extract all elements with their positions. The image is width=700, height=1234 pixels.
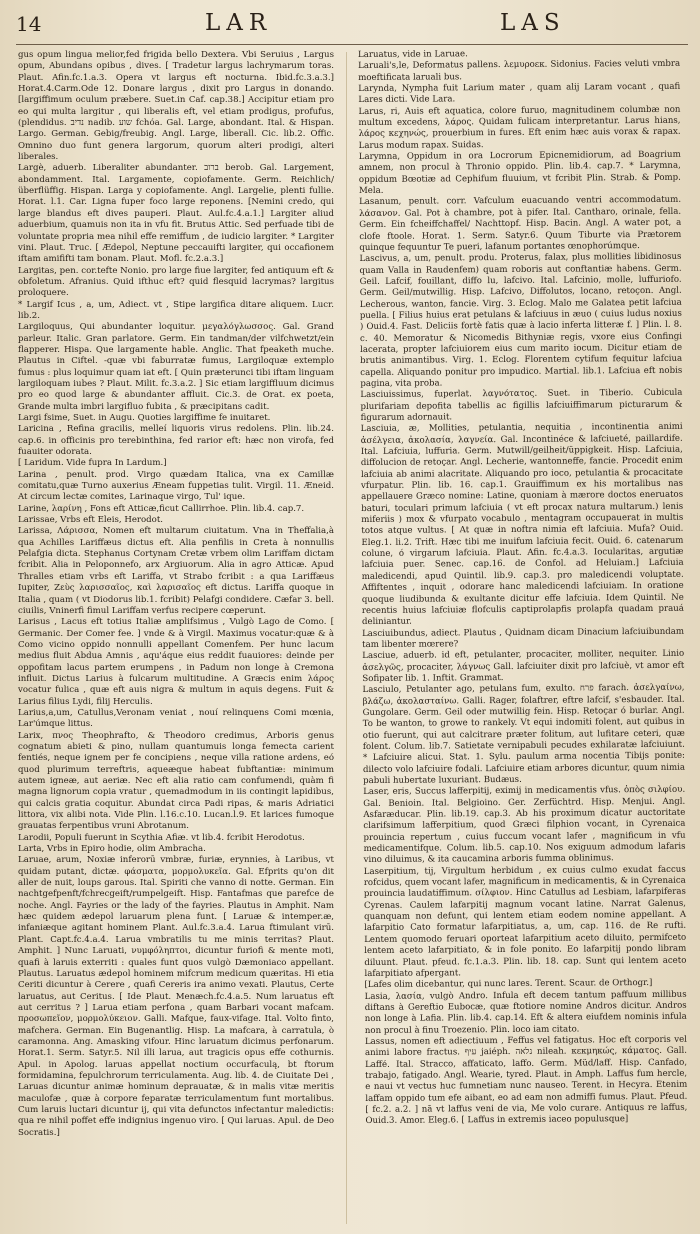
dictionary-entry: Lasciuissimus, fuperlat. λαγνότατος. Suet. in Tiberio. Cubicula plurifariam depofita tabellis ac figillis lafciuiffimarum picturarum & figurarum adornauit. (360, 388, 683, 423)
dictionary-entry: Laricina , Refina gracilis, melleí liquoris virus redolens. Plin. lib.24. cap.6. in officinis pro terebinthina, fed rarior eft: hæc non virofa, fed fuauiter odorata. (18, 424, 334, 458)
dictionary-entry: Largi fsime, Suet. in Augu. Quoties largiffime fe inuitaret. (18, 413, 271, 423)
dictionary-entry: [Lafes olim dicebantur, qui nunc lares. Terent. Scaur. de Orthogr.] (364, 978, 653, 991)
dictionary-entry: Largitas, pen. cor.tefte Nonio. pro large fiue largiter, fed antiquum eft & obfoletum. Afranius. Quid ifthuc eft? quid flesquid lacrymas? largitus proloquere. (18, 265, 334, 299)
dictionary-entry: * Largif Icus , a, um, Adiect. vt , Stipe largifica ditare aliquem. Lucr. lib.2. (18, 299, 334, 321)
dictionary-entry: Larissa, Λάρισσα, Nomen eft multarum ciuitatum. Vna in Theffalia,à qua Achilles Lariffæus dictus eft. Alia penfilis in Creta à nonnullis Pelafgia dicta. Stephanus Cortynam Cretæ vrbem olim Lariffam dictam fcribit. Alia in Peloponnefo, arx Argiuorum. Alia in agro Atticæ. Apud Thralles etiam vrbs eft Lariffa, vt Strabo fcribit : a qua Lariffæus Iupiter, Ζεὺς λαρισσαῖος, καὶ λαρισαῖος eft dictus. Lariffa quoque in Italia , quam ( vt Diodorus lib.1. fcribit) Pelafgi condidere. Cæfar 3. bell. ciuilis, Vninerfi fimul Lariffam verfus recipere cœperunt. (18, 526, 334, 616)
dictionary-entry: Lasanum, penult. corr. Vafculum euacuando ventri accommodatum. λάσανον. Gal. Pot à chambre, pot à pifer. Ital. Cantharo, orinale, fella. Germ. Ein fcheiffchaffel/ Nachttopf. Hisp. Bacin. Angl. A water pot, a clofe ftoole. Horat. 1. Serm. Satyr.6. Quum Tiburte via Prætorem quinque fequuntur Te pueri, lafanum portantes œnophorúmque. (359, 195, 682, 253)
column-gutter (346, 52, 347, 1224)
dictionary-entry: Lasciulo, Petulanter ago, petulans fum, exulto. פרח farach. ἀσελγαίνω, βλάζω, ἀκολασταίνω. Galli. Rager, folaftrer, eftre lafcif, s'esbauder. Ital. Gungolare. Germ. Geil oder mutwillig fein. Hisp. Retoçar ó burlar. Angl. To be wanton, to growe to rankely. Vt equi indomiti folent, aut quibus in otio fuerunt, qui aut calcitrare præter folitum, aut lufitare ceteri, quæ folent. Colum. lib.7. Satietate vernipabuli pecudes exhilaratæ lafciuiunt. * Lafciuire alicui. Stat. 1. Sylu. paulum arma nocentia Tibijs ponite: dilecto volo lafciuire fodali. Lafciuire etiam arbores dicuntur, quum nimia pabuli hubertate luxuriant. Budæus. (362, 682, 686, 786)
dictionary-entry: Larymna, Oppidum in ora Locrorum Epicnemidiorum, ad Boagrium amnem, non procul à Thronio oppido. Plin. lib.4. cap.7. * Larymna, oppidum Bœotiæ ad Cephifum fluuium, vt fcribit Plin. Strab. & Pomp. Mela. (358, 149, 681, 197)
dictionary-entry: Lasciue, aduerb. id eft, petulanter, procaciter, molliter, nequiter. Linio ἀσελγῶς, procaciter, λάγνως Gall. lafciuiter dixit pro lafciuè, vt amor eft Sofipater lib. 1. Inftit. Grammat. (362, 648, 685, 684)
dictionary-entry: Lasciuia, æ, Mollities, petulantia, nequitia , incontinentia animi ἀσέλγεια, ἀκολασία, λαγνεία. Gal. Incontinéce & lafciueté, paillardife. Ital. Lafciuia, luffuria. Germ. Mutwill/geilheit/üppigkeit. Hisp. Lafciuia, diffolucion de retoçar. Angl. Lecherie, wantonneffe, fancie. Procedit enim lafciuia ab animi alacritate. Aliquando pro ioco, petulantia & procacitate vfurpatur. Plin. lib. 16. cap.1. Grauiffimum ex his mortalibus nas appellauere Græco nomine: Latine, quoniam à mærore doctos eneruatos baturi, toculari primum lafciuia ( vt eft procax natura multarum.) lenis miferiis ) mox & vfurpato vocabulo , mentagram occupauerat in multis totos atque vultus. [ At quæ in noftra nimia eft lafciuia. Mufa? Ouid. Eleg.1. li.2. Trift. Hæc tibi me inuifum lafciuia fecit. Ouid. 6. catenarum colune, ó virgarum lafciuia. Plaut. Afin. fc.4.a.3. Iocularitas, argutiæ lafciuia puer. Senec. cap.16. de Confol. ad Heluiam.] Lafciuia maledicendi, apud Quintil. lib.9. cap.3. pro maledicendi voluptate. Affiftentes , inquit , odorare hanc maledicendi lafciuiam. In oratione quoque liudibunda & exultante dicitur effe lafciuia. Idem Quintil. Ne recentis huius lafciuiæ flofculis captiprolapfis prolapfa quadam prauá deliniantur. (360, 422, 684, 628)
dictionary-entry: Larus, ri, Auis eft aquatica, colore furuo, magnitudinem columbæ non multum excedens, λάρος. Quidam fulicam interpretantur. Larus hians, λάρος κεχηνώς, prouerbium in fures. Eft enim hæc auis vorax & rapax. Larus modum rapax. Suidas. (358, 104, 681, 151)
running-head-right: LAS (500, 10, 566, 36)
dictionary-entry: Laruali's,le, Deformatus pallens. λεμυροεκ. Sidonius. Facies veluti vmbra moeftificata laruali bus. (358, 59, 681, 83)
dictionary-entry: Largè, aduerb. Liberaliter abundanter. ברוב berob. Gal. Largement, abondamment. Ital. Largamente, copiofamente. Germ. Reichlich/überflüffig. Hispan. Larga y copiofamente. Angl. Largelie, plenti fullie. Horat. l.1. Car. Ligna fuper foco large reponens. [Nemini credo, qui large blandus eft dives pauperi. Plaut. Aul.fc.4.a.1.] Largiter aliud aduerbium, quamuis non ita in vfu fit. Brutus Attic. Sed perfuade tibi de voluntate propria mea nihil effe remiffum , de iudicio largiter. * Largiter vini. Plaut. Truc. [ Ædepol, Neptune peccauifti largiter, qui occafionem iftam amififti tam bonam. Plaut. Mofl. fc.2.a.3.] (18, 163, 334, 265)
running-head-left: LAR (205, 10, 273, 36)
dictionary-entry: Larissae, Vrbs eft Eleis, Herodot. (18, 515, 164, 526)
dictionary-entry: Lassus, nomen eft adiectiuum , Feffus vel fatigatus. Hoc eft corporis vel animi labore fractus. עיף jaiéph. נלאה nileah. κεκμηκώς, κάματος. Gall. Laffé. Ital. Stracco, affaticato, laffo. Germ. Müd/laff. Hisp. Canfado, trabajo, fatigado. Angl. Wearie, tyred. Plaut. in Amph. Laffus fum hercle, e naui vt vectus huc fumnetiam nunc nauseo. Terent. in Hecyra. Etenim laffam oppido tum efe aibant, eo ad eam non admiffi fumus. Plaut. Pfeud. [ fc.2. a.2. ] nā vt laffus veni de via, Me volo curare. Antiquus re laffus, Ouid.3. Amor. Eleg.6. [ Laffus in extremis iaceo populusque] (364, 1034, 688, 1127)
page-number: 14 (16, 12, 42, 36)
dictionary-entry: Lasciuibundus, adiect. Plautus , Quidnam dicam Dinacium lafciuibundam tam libenter mœrere? (362, 626, 685, 650)
page-header (0, 10, 700, 44)
dictionary-entry: gus opum lingua melior,fed frigida bello Dextera. Vbi Seruius , Largus opum, Abundans opibus , dives. [ Tradetur largus lachrymarum toras. Plaut. Afin.fc.1.a.3. Opera vt largus eft nocturna. Ibid.fc.3.a.3.] Horat.4.Carm.Ode 12. Donare largus , dixit pro Largus in donando. [largiffimum oculum præbere. Suet.in Caf. cap.38.] Accipitur etiam pro eo qui multa largitur , qui liberalis eft, vel etiam prodigus, profufus,(plendidus. נדיב nadib. שוע fchóa. Gal. Large, abondant. Ital. & Hispan. Largo. German. Gebig/freubig. Angl. Large, liberall. Cic. lib.2. Offic. Omnino duo funt genera largorum, quorum alteri prodigi, alteri liberales. (18, 50, 334, 163)
dictionary-entry: Larynda, Nympha fuit Larium mater , quam alij Laram vocant , quafi Lares dicti. Vide Lara. (358, 81, 681, 106)
dictionary-entry: Largiloquus, Qui abundanter loquitur. μεγαλόγλωσσος. Gal. Grand parleur. Italic. Gran parlatore. Germ. Ein tandman/der vilfchwetzt/ein flapperer. Hispa. Que largamente hable. Anglic. That fpeaketh muche. Plautus in Ciftel. -quæ vbi faburratæ fumus, Largiloquæ extemplo fumus : plus loquimur quam iat eft. [ Quin præterunci tibi iftam linguam largiloquam iubes ? Plaut. Milit. fc.3.a.2. ] Sic etiam largiffluum dicimus pro eo quod large & abundanter affluit. Cic.3. de Orat. ex poeta, Grande multa imbri largifluo fubita , & præcipitans cadit. (18, 322, 334, 412)
dictionary-entry: Larodii, Populi fuerunt in Scythia Afiæ. vt lib.4. fcribit Herodotus. (18, 832, 305, 843)
dictionary-entry: Larta, Vrbs in Epiro hodie, olim Ambracha. (18, 844, 206, 855)
dictionary-entry: Laruae, arum, Noxiæ inferorū vmbræ, furiæ, erynnies, à Laribus, vt quidam putant, dictæ. φάσματα, μορμολυκεῖα. Gal. Efprits qu'on dit aller de nuit, loups garous. Ital. Spiriti che vanno di notte. German. Ein nachtgefpenft/fchrecgeift/rumpelgeift. Hisp. Fantafmas que parefce de noche. Angl. Fayries or the lady of the fayries. Plautus in Amphit. Nam hæc quidem ædepol laruarum plena funt. [ Laruæ & intemper.æ, infaniæque agitant hominem Plant. Aul.fc.3.a.4. Larua ftimulant virū. Plant. Capt.fc.4.a.4. Larua vmbratilis tu me minis territas? Plaut. Amphit. ] Nunc Laruati, νυμφόληπτοι, dicuntur furiofi & mente moti, quafi à laruis exterriti : quales funt quos vulgò Dæmoniaco appellant. Plautus. Laruatus ædepol hominem mifcrum medicum quæritas. Hi etia Ceriti dicuntur à Cerere , quafi Cereris ira animo vexati. Plautus, Certe laruatus, aut Ceritus. [ Ide Plaut. Menæch.fc.4.a.5. Num laruatus eft aut cerritus ? ] Larua etiam perfona , quam Barbari vocant mafcam. προσωπεῖον, μορμολύκειον. Galli. Mafque, faux-vifage. Ital. Volto finto, mafchera. German. Ein Bugenantlig. Hisp. La mafcara, à carratula, ò caramonna. Ang. Amasking vifour. Hinc laruatum dicimus perfonarum. Horat.1. Serm. Satyr.5. Nil illi larua, aut tragicis opus effe cothurnis. Apul. in Apolog. laruas appellat noctium occurfaculą, bt ftorum formidamina, fepulchrorum terriculamenta. Aug. lib. 4. de Ciuitate Dei , Laruas dicuntur animæ hominum deprauatæ, & in malis vitæ meritis maculofæ , quæ à corpore feparatæ terriculamentum funt mortalibus. Cum laruis luctari dicuntur ij, qui vita defunctos infectantur maledictis: qua re nihil poffet effe indignius ingenuo viro. [ Qui laruas. Apul. de Deo Socratis.] (18, 855, 334, 1138)
dictionary-entry: Lasia, λασία, vulgò Andro. Infula eft decem tantum paffuum millibus diftans à Gereftio Eubocæ, quæ ftotiore nomine Andros dicitur. Andros non longe à Lafia. Plin. lib.4. cap.14. Eft & altera eiufdem nominis infula non procul à finu Troezenio. Plin. loco iam citato. (364, 989, 687, 1036)
right-column (358, 48, 688, 1128)
dictionary-entry: Laserpitium, tij, Virgultum herbidum , ex cuius culmo exudat faccus rofcidus, quem vocant lafer, magnificum in medicamentis, & in Cyrenaica prouincia laudatiffimum. σίλφιον. Hinc Catullus ad Lesbiam, lafarpiferas Cyrenas. Caulem lafarpitij magnum vocant latine. Narrat Galenus, quanquam non defunt, qui lentem etiam eodem nomine appellant. A lafarpitio Cato formatur lafarpitiatus, a, um, cap. 116. de Re rufti. Lentem quomodo feruari oporteat lafarpitium aceto diluito, permifceto lentem aceto lafarpitiato, & in fole ponito. Eo lafarpitij pondo libram diluunt. Plaut. pfeud. fc.1.a.3. Plin. lib. 18. cap. Sunt qui lentem aceto lafarpitiato afpergant. (363, 864, 687, 979)
dictionary-entry: Lascivus, a, um, penult. produ. Proterus, falax, plus mollities libidinosus quam Valla in Raudenfem) quam roboris aut conftantiæ habens. Germ. Geil. Lafcif, fouillant, diffo lu, lafcivo. Ital. Lafcinio, molle, luffuriofo. Germ. Geil/mutwillig. Hisp. Lafcivo, Diffolutos, locano, retoçon. Angl. Lecherous, wanton, fancie. Virg. 3. Eclog. Malo me Galatea petit lafciua puella. [ Filius huius erat petulans & lafciuus in æuo ( cuius ludus noxius ) Ouid.4. Fast. Deliciis fortè fatis quæ à lacio inferta litteræ f. ] Plin. l. 8. c. 40. Memoratur & Nicomedis Bithyniæ regis, vxore eius Confingi lacerata, propter lafciuiorem eius cum marito iocum. Dicitur etiam de brutis animantibus. Virg. 1. Eclog. Florentem cytifum fequitur lafciua capella. Aliquando ponitur pro impudico. Martial. lib.1. Lafciua eft nobis pagina, vita proba. (359, 251, 683, 389)
dictionary-entry: Larius,a,um, Catullus,Veronam veniat , nouí relinquens Comi mœnia, Lar'úmque littus. (18, 707, 334, 730)
dictionary-entry: Larisus , Lacus eft totius Italiæ amplifsimus , Vulgò Lago de Como. [ Germanic. Der Comer fee. ] vnde & à Virgil. Maximus vocatur:quæ & à Como vicino oppido nonnulli appellant Comenfem. Per hunc lacum medius fluit Abdua Amnis , aqu'áque eius reddit fuauiores: deinde per oppofitam lacus partem erumpens , in Padum non longe à Cremona influit. Dictus Larius à fulcarum multitudine. A Græcis enim λάρος vocatur fulica , quæ eft auis nigra & multum in aquis degens. Fuit & Larius filius Lydi, filij Herculis. (18, 617, 334, 707)
header-rule (16, 44, 688, 45)
dictionary-entry: Larina , penult. prod. Virgo quædam Italica, vna ex Camillæ comitatu,quæ Turno auxerius Æneam fuppetias tulit. Virgil. 11. Æneid. At circum lectæ comites, Larinaque virgo, Tul' ique. (18, 469, 334, 503)
dictionary-entry: Larix, πνος Theophrafto, & Theodoro credimus, Arboris genus cognatum abieti & pino, nullam quantumuis longa femecta carient fentiés, neque ignem per fe concipiens , neque villa ratione ardens, eó quod plurimum terreftris, aqueæque habeat fubftantiæ: minimum autem igneæ, aut aeriæ. Nec eft alia ratio cam confumendi, quàm fi magna lignorum copia vratur , quemadmodum in iis contingit lapidibus, qui calcis gratia coquitur. Abundat circa Padi ripas, & maris Adriatici littora, vix alibi nota. Vide Plin. l.16.c.10. Lucan.l.9. Et larices fumoque grauatas ferpentibus vruni Abrotanum. (18, 730, 334, 832)
dictionary-entry: [ Laridum. Vide fupra In Lardum.] (18, 458, 167, 469)
dictionary-entry: Larine, λαρίνη , Fons eft Atticæ,ficut Callirrhoe. Plin. lib.4. cap.7. (18, 503, 305, 514)
dictionary-entry: Laruatus, vide in Laruae. (358, 49, 468, 60)
dictionary-entry: Laser, eris, Succus lafferpitij, eximij in medicamentis vfus. ὀπὸς σιλφίου. Gal. Benioin. Ital. Belgioino. Ger. Zerfüchtrd. Hisp. Menjui. Angl. Asfaræducar. Plin. lib.19. cap.3. Ab his proximum dicatur auctoritate clarifsimum lafferpitium, quod Græci filphion vocant, in Cyrenaica prouincia repertum , cuius fuccum vocant lafer , magnificum in vfu medicamentifque. Colum. lib.5. cap.10. Nos exiguum admodum lafaris vino diluimus, & ita caucamina arboris fumma oblinimus. (363, 785, 686, 866)
left-column (18, 50, 334, 1139)
